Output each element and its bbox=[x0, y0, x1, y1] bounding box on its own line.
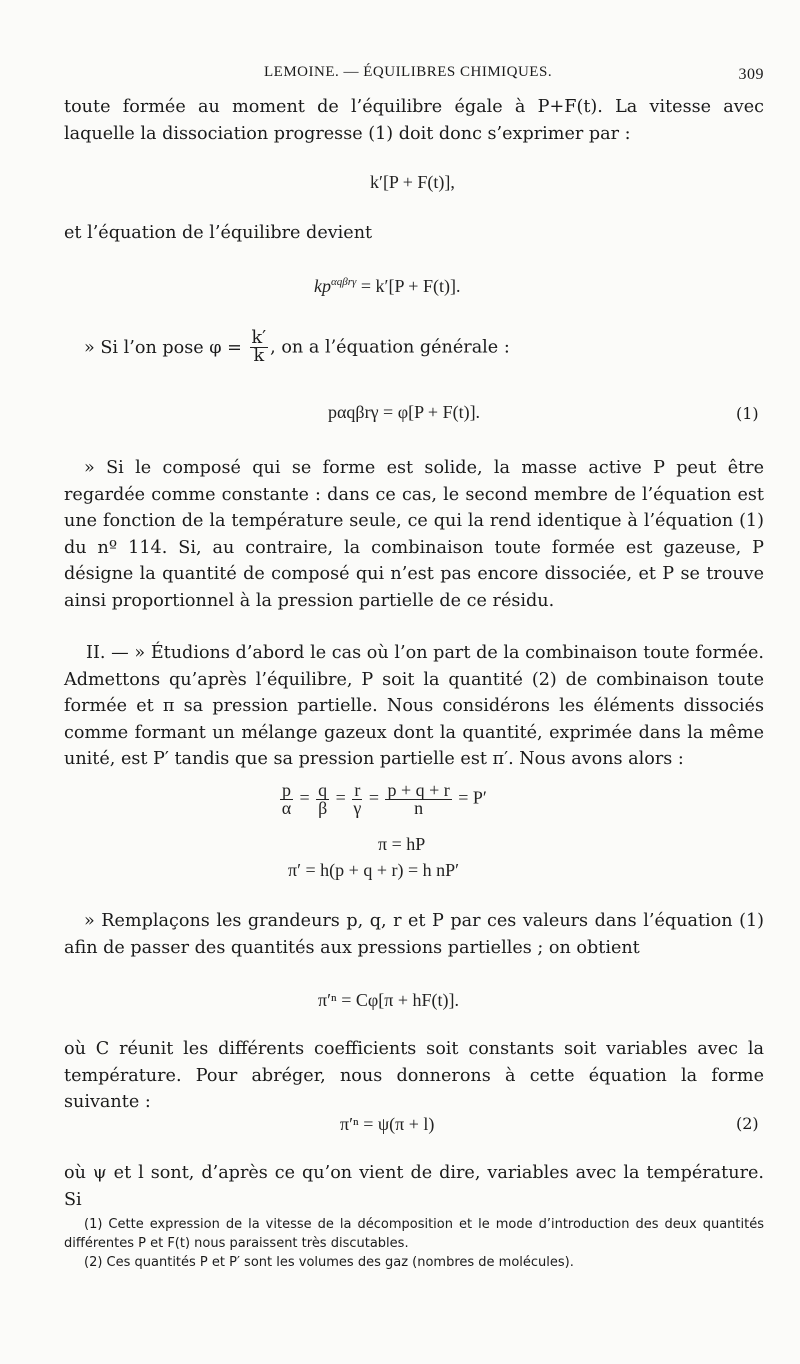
paragraph-3 bbox=[64, 330, 764, 365]
phi-fraction bbox=[250, 330, 269, 365]
paragraph-8: où ψ et l sont, d’après ce qu’on vient de dire, variables avec la température. Si bbox=[64, 1163, 764, 1210]
eq-rhs: = k′[P + F(t)]. bbox=[360, 276, 461, 296]
paragraph-1: toute formée au moment de l’équilibre égale à P+F(t). La vitesse avec laquelle la dissociation progresse (1) doit donc s’exprimer par : bbox=[64, 97, 764, 144]
equation-pi: π = hP bbox=[378, 834, 426, 854]
frac-den-gamma: γ bbox=[353, 798, 362, 818]
fraction-r-gamma bbox=[352, 782, 362, 817]
paragraph-2: et l’équation de l’équilibre devient bbox=[64, 223, 373, 243]
equals-3: = bbox=[368, 787, 379, 808]
equation-2: π′ⁿ = ψ(π + l) bbox=[340, 1114, 435, 1134]
equation-equilibrium bbox=[314, 276, 460, 297]
footnote-1: (1) Cette expression de la vitesse de la décomposition et le mode d’introduction des deux quantités différentes P et F(t) nous paraissent très discutables. bbox=[64, 1217, 764, 1251]
footnote-2: (2) Ces quantités P et P′ sont les volumes des gaz (nombres de molécules). bbox=[84, 1255, 574, 1270]
equals-pprime: = P′ bbox=[458, 787, 487, 808]
paragraph-7: où C réunit les différents coefficients soit constants soit variables avec la température. Pour abréger, nous donnerons à cette équation la forme suivante : bbox=[64, 1039, 764, 1113]
paragraph-3-start: » Si l’on pose φ = bbox=[84, 337, 242, 358]
eq-exponent: αqβrγ bbox=[331, 276, 357, 288]
frac-den-alpha: α bbox=[281, 798, 292, 818]
fraction-p-alpha bbox=[280, 782, 293, 817]
equation-2-number: (2) bbox=[736, 1114, 759, 1133]
equation-velocity: k′[P + F(t)], bbox=[370, 172, 455, 192]
paragraph-4: » Si le composé qui se forme est solide, la masse active P peut être regardée comme constante : dans ce cas, le second membre de l’équation est une fonction de la température seule, ce qui la rend identique à l’équation (1) du nº 114. Si, au contraire, la combinaison toute formée est gazeuse, P désigne la quantité de composé qui n’est pas encore dissociée, et P se trouve ainsi proportionnel à la pression partielle de ce résidu. bbox=[64, 458, 764, 611]
page-number: 309 bbox=[738, 66, 764, 83]
phi-denominator: k bbox=[253, 346, 265, 366]
frac-num-sum: p + q + r bbox=[387, 780, 450, 800]
equation-1-number: (1) bbox=[736, 404, 759, 423]
paragraph-3-end: , on a l’équation générale : bbox=[270, 337, 510, 358]
phi-numerator: k′ bbox=[251, 328, 267, 348]
frac-num-q: q bbox=[318, 780, 328, 800]
eq-lhs: kp bbox=[314, 276, 331, 296]
frac-den-n: n bbox=[414, 798, 424, 818]
header-title: LEMOINE. — ÉQUILIBRES CHIMIQUES. bbox=[264, 64, 553, 80]
running-header bbox=[64, 64, 764, 88]
equation-c: π′ⁿ = Cφ[π + hF(t)]. bbox=[318, 990, 459, 1010]
equation-piprime: π′ = h(p + q + r) = h nP′ bbox=[288, 860, 460, 880]
fraction-sum-n bbox=[385, 782, 451, 817]
frac-num-r: r bbox=[354, 780, 361, 800]
equation-proportions bbox=[278, 782, 487, 817]
frac-den-beta: β bbox=[318, 798, 328, 818]
equation-1: pαqβrγ = φ[P + F(t)]. bbox=[328, 402, 481, 422]
fraction-q-beta bbox=[316, 782, 329, 817]
paragraph-6: » Remplaçons les grandeurs p, q, r et P par ces valeurs dans l’équation (1) afin de passer des quantités aux pressions partielles ; on obtient bbox=[64, 911, 764, 958]
frac-num-p: p bbox=[282, 780, 291, 800]
equals-1: = bbox=[299, 787, 310, 808]
equals-2: = bbox=[335, 787, 346, 808]
paragraph-5: II. — » Étudions d’abord le cas où l’on part de la combinaison toute formée. Admettons qu’après l’équilibre, P soit la quantité (2) de combinaison toute formée et π sa pression partielle. Nous considérons les éléments dissociés comme formant un mélange gazeux dont la quantité, exprimée dans la même unité, est P′ tandis que sa pression partielle est π′. Nous avons alors : bbox=[64, 643, 764, 770]
